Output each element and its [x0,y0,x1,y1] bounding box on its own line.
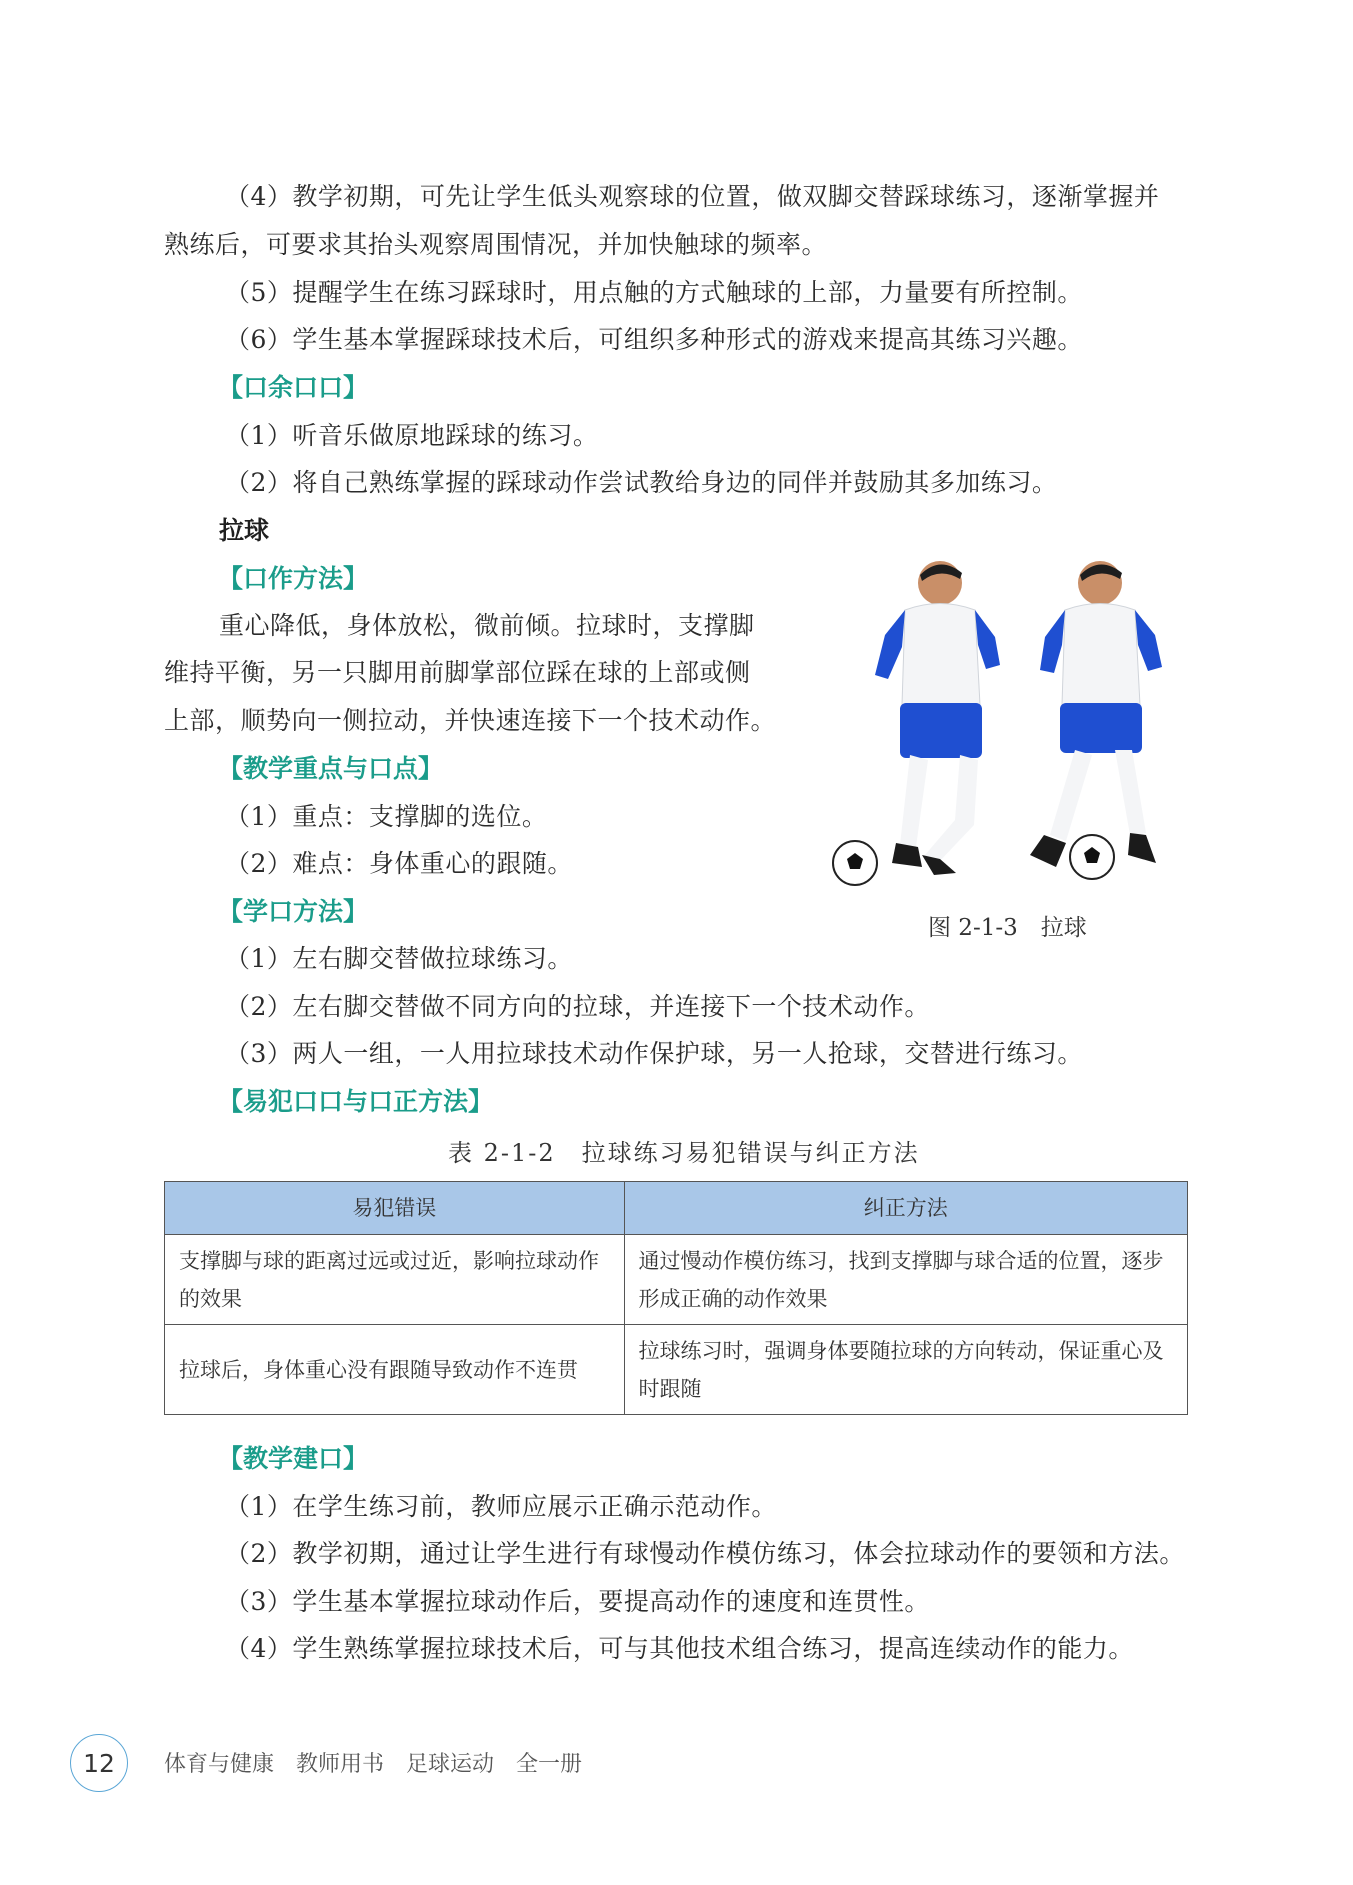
tip-line: （6）学生基本掌握踩球技术后，可组织多种形式的游戏来提高其练习兴趣。 [225,325,1083,354]
key-item: （2）难点：身体重心的跟随。 [225,849,573,878]
method-line: 重心降低，身体放松，微前倾。拉球时，支撑脚 [219,611,755,640]
page-number: 12 [70,1734,128,1792]
footer-part: 体育与健康 [164,1752,275,1777]
extra-item: （2）将自己熟练掌握的踩球动作尝试教给身边的同伴并鼓励其多加练习。 [225,468,1058,497]
tip-line: （4）教学初期，可先让学生低头观察球的位置，做双脚交替踩球练习，逐渐掌握并 [225,182,1160,211]
learn-item: （1）左右脚交替做拉球练习。 [225,944,573,973]
table-caption: 表 2-1-2 拉球练习易犯错误与纠正方法 [448,1139,920,1167]
table-row [165,1325,1188,1415]
method-heading: 【口作方法】 [218,564,369,593]
learn-item: （3）两人一组，一人用拉球技术动作保护球，另一人抢球，交替进行练习。 [225,1039,1083,1068]
footer-part: 教师用书 [296,1752,385,1777]
tip-line: 熟练后，可要求其抬头观察周围情况，并加快触球的频率。 [164,230,828,259]
dribbling-illustration [830,555,1180,900]
key-item: （1）重点：支撑脚的选位。 [225,802,548,831]
player-figure-left [833,561,1000,885]
table-cell: 拉球后，身体重心没有跟随导致动作不连贯 [165,1325,625,1415]
table-cell: 拉球练习时，强调身体要随拉球的方向转动，保证重心及时跟随 [624,1325,1187,1415]
footer-book-title [164,1747,604,1778]
table-header-cell: 纠正方法 [624,1182,1187,1235]
method-line: 上部，顺势向一侧拉动，并快速连接下一个技术动作。 [164,706,777,735]
learn-item: （2）左右脚交替做不同方向的拉球，并连接下一个技术动作。 [225,992,930,1021]
footer-part: 足球运动 [406,1752,495,1777]
table-header-cell: 易犯错误 [165,1182,625,1235]
section-title: 拉球 [219,516,270,545]
learn-heading: 【学口方法】 [218,897,369,926]
error-heading: 【易犯口口与口正方法】 [218,1087,494,1116]
table-header-row [165,1182,1188,1235]
advice-heading: 【教学建口】 [218,1444,369,1473]
method-line: 维持平衡，另一只脚用前脚掌部位踩在球的上部或侧 [164,658,751,687]
advice-item: （1）在学生练习前，教师应展示正确示范动作。 [225,1492,777,1521]
tip-line: （5）提醒学生在练习踩球时，用点触的方式触球的上部，力量要有所控制。 [225,278,1083,307]
advice-item: （3）学生基本掌握拉球动作后，要提高动作的速度和连贯性。 [225,1587,930,1616]
advice-item: （2）教学初期，通过让学生进行有球慢动作模仿练习，体会拉球动作的要领和方法。 [225,1539,1185,1568]
player-figure-right [1030,561,1162,879]
key-heading: 【教学重点与口点】 [218,754,444,783]
table-cell: 支撑脚与球的距离过远或过近，影响拉球动作的效果 [165,1235,625,1325]
extra-item: （1）听音乐做原地踩球的练习。 [225,421,599,450]
extra-heading: 【口余口口】 [218,373,369,402]
footer-part: 全一册 [516,1752,583,1777]
table-row [165,1235,1188,1325]
table-cell: 通过慢动作模仿练习，找到支撑脚与球合适的位置，逐步形成正确的动作效果 [624,1235,1187,1325]
figure-caption: 图 2-1-3 拉球 [928,915,1087,941]
advice-item: （4）学生熟练掌握拉球技术后，可与其他技术组合练习，提高连续动作的能力。 [225,1634,1134,1663]
error-correction-table [164,1181,1188,1415]
